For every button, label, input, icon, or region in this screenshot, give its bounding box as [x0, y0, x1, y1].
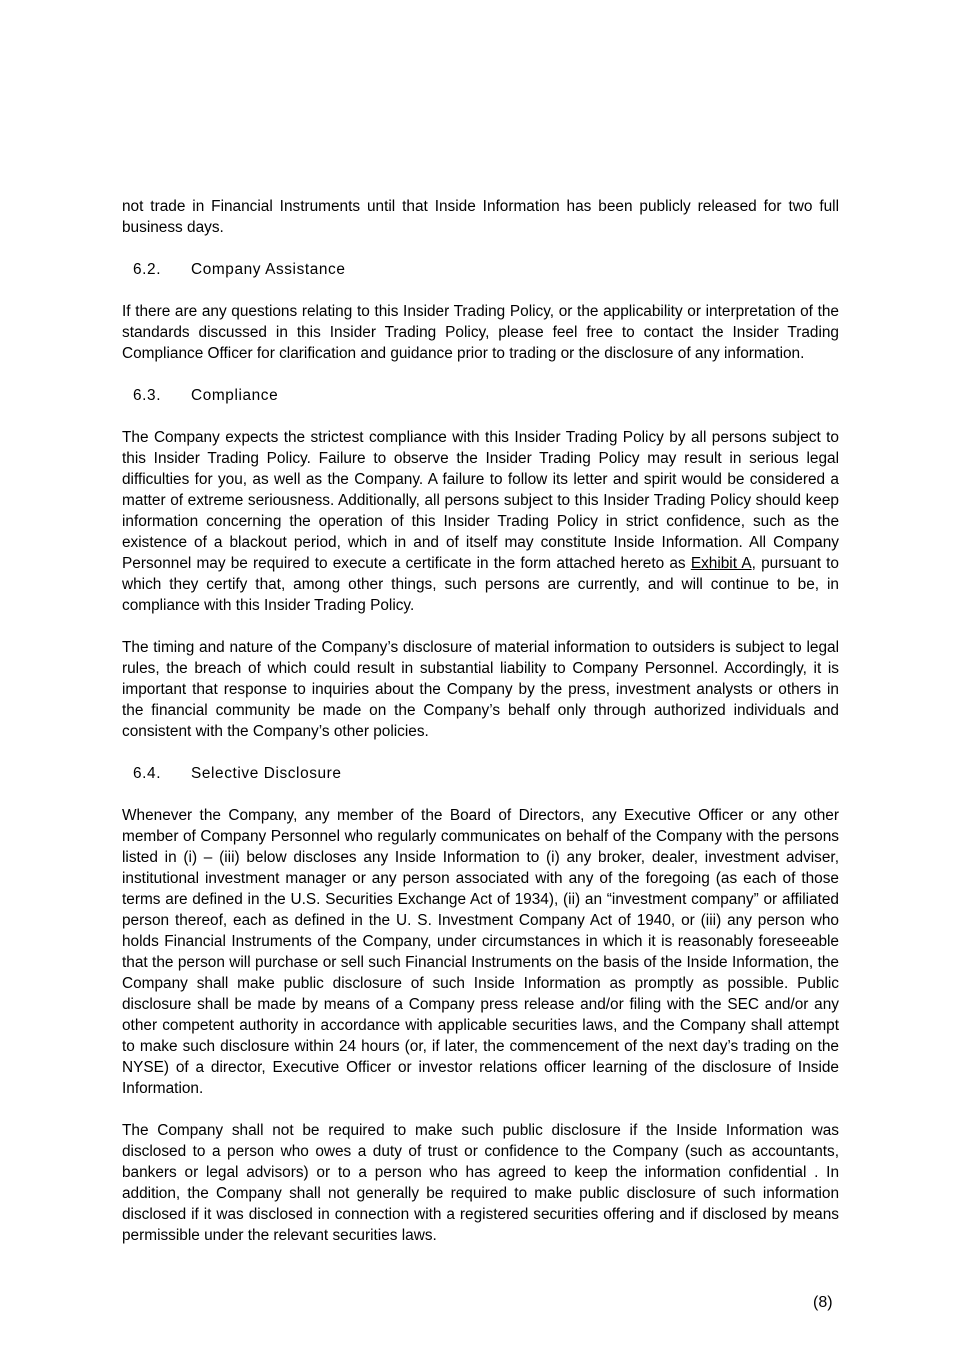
paragraph-continuation: not trade in Financial Instruments until that Inside Information has been publicly released for two full business days. — [122, 198, 839, 236]
page-number: (8) — [813, 1294, 833, 1311]
section-title: Company Assistance — [191, 261, 346, 278]
section-title: Selective Disclosure — [191, 765, 342, 782]
section-heading-6-3 — [122, 385, 839, 406]
paragraph-compliance — [122, 427, 839, 616]
paragraph-text: The Company expects the strictest compliance with this Insider Trading Policy by all persons subject to this Insider Trading Policy. Failure to observe the Insider Trading Policy may result in serious legal difficulties for you, as well as the Company. A failure to follow its letter and spirit would be considered a matter of extreme seriousness. Additionally, all persons subject to this Insider Trading Policy should keep information concerning the operation of this Insider Trading Policy in strict confidence, such as the existence of a blackout period, which in and of itself may constitute Inside Information. All Company Personnel may be required to execute a certificate in the form attached hereto as — [122, 429, 839, 572]
section-heading-6-2 — [122, 259, 839, 280]
paragraph-company-assistance: If there are any questions relating to this Insider Trading Policy, or the applicability or interpretation of the standards discussed in this Insider Trading Policy, please feel free to contact the Insider Trading Compliance Officer for clarification and guidance prior to trading or the disclosure of any information. — [122, 303, 839, 362]
paragraph-disclosure-exceptions: The Company shall not be required to make such public disclosure if the Inside Information was disclosed to a person who owes a duty of trust or confidence to the Company (such as accountants, bankers or legal advisors) or to a person who has agreed to keep the information confidential . In addition, the Company shall not generally be required to make public disclosure of such information disclosed if it was disclosed in connection with a registered securities offering and if disclosed by means permissible under the relevant securities laws. — [122, 1122, 839, 1244]
page-body — [122, 196, 839, 1246]
paragraph-text: , pursuant to which they certify that, among other things, such persons are currently, and will continue to be, in compliance with this Insider Trading Policy. — [122, 555, 839, 614]
section-number: 6.3. — [133, 387, 162, 404]
section-heading-6-4 — [122, 763, 839, 784]
exhibit-a-link[interactable]: Exhibit A — [690, 555, 752, 572]
section-title: Compliance — [191, 387, 279, 404]
paragraph-selective-disclosure: Whenever the Company, any member of the Board of Directors, any Executive Officer or any other member of Company Personnel who regularly communicates on behalf of the Company with the persons listed in (i) – (iii) below discloses any Inside Information to (i) any broker, dealer, investment adviser, institutional investment manager or any person associated with any of the foregoing (as each of those terms are defined in the U.S. Securities Exchange Act of 1934), (ii) an “investment company” or affiliated person thereof, each as defined in the U. S. Investment Company Act of 1940, or (iii) any person who holds Financial Instruments of the Company, under circumstances in which it is reasonably foreseeable that the person will purchase or sell such Financial Instruments on the basis of the Inside Information, the Company shall make public disclosure of such Inside Information as promptly as possible. Public disclosure shall be made by means of a Company press release and/or filing with the SEC and/or any other competent authority in accordance with applicable securities laws, and the Company shall attempt to make such disclosure within 24 hours (or, if later, the commencement of the next day’s trading on the NYSE) of a director, Executive Officer or investor relations officer learning of the disclosure of Inside Information. — [122, 807, 839, 1097]
section-number: 6.2. — [133, 261, 162, 278]
paragraph-disclosure-timing: The timing and nature of the Company’s disclosure of material information to outsiders is subject to legal rules, the breach of which could result in substantial liability to Company Personnel. Accordingly, it is important that response to inquiries about the Company by the press, investment analysts or others in the financial community be made on the Company’s behalf only through authorized individuals and consistent with the Company’s other policies. — [122, 639, 839, 740]
section-number: 6.4. — [133, 765, 162, 782]
